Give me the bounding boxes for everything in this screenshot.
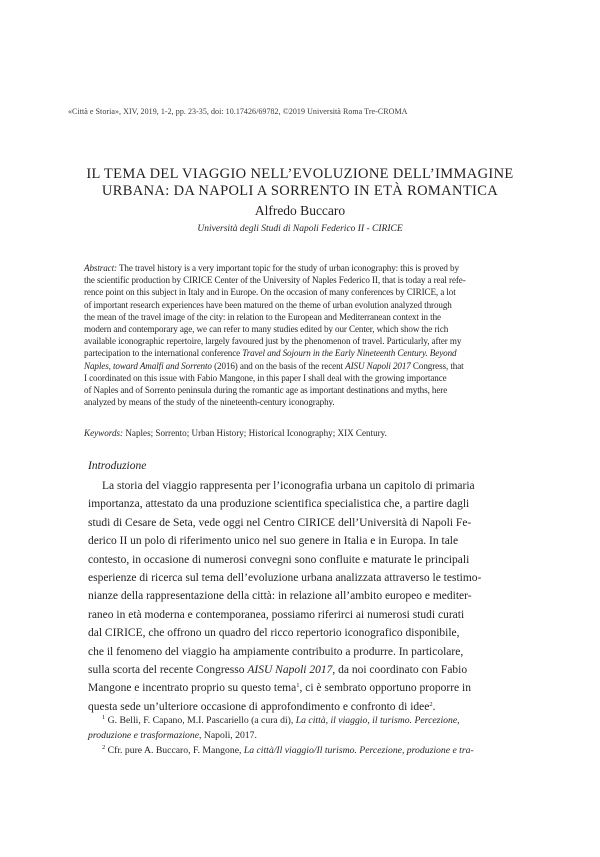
introduction-body: [88, 477, 514, 716]
footnote-number: 2: [102, 744, 106, 752]
abstract-text: The travel history is a very important topic for the study of urban iconography: this is proved by: [118, 263, 459, 273]
footnote-number: 1: [102, 714, 106, 721]
abstract-label: Abstract:: [84, 263, 117, 273]
footnotes: [88, 713, 518, 758]
footnote-ref-2[interactable]: 2: [429, 700, 433, 708]
body-line: [88, 679, 514, 697]
abstract-text: partecipation to the international conference: [84, 348, 241, 359]
conference-title: Travel and Sojourn in the Early Nineteenth Century. Beyond: [242, 348, 457, 359]
footnote-text: G. Belli, F. Capano, M.I. Pascariello (a cura di),: [107, 715, 294, 726]
keywords: [84, 427, 516, 439]
keywords-label: Keywords:: [84, 428, 124, 438]
abstract-line: [84, 262, 516, 274]
abstract-line: of Naples and of Sorrento peninsula during the romantic age as important destinations and myths, here: [84, 385, 448, 396]
conference-title: Naples, toward Amalfi and Sorrento: [84, 360, 212, 371]
body-line: raneo in età moderna e contemporanea, possiamo riferirci ai numerosi studi curati: [88, 608, 465, 621]
body-line: derico II un polo di riferimento unico nel suo genere in Italia e in Europa. In tale: [88, 535, 459, 548]
footnote-book-title: produzione e trasformazione: [88, 730, 200, 742]
article-author: Alfredo Buccaro: [254, 203, 346, 218]
article-title: [70, 166, 530, 200]
congress-title: AISU Napoli 2017: [247, 664, 333, 677]
body-line: che il fenomeno del viaggio ha ampiamente contribuito a produrre. In particolare,: [88, 645, 464, 658]
footnote-2: [88, 743, 518, 758]
abstract-text: Congress, that: [412, 360, 464, 371]
abstract-text: (2016) and on the basis of the recent: [214, 360, 343, 371]
footnote-text: , Napoli, 2017.: [199, 730, 257, 742]
footnote-ref-1[interactable]: 1: [296, 682, 300, 690]
footnote-book-title: La città, il viaggio, il turismo. Percezione,: [295, 715, 460, 726]
footnote-1: [88, 713, 518, 728]
abstract-line: the mean of the travel image of the city: in relation to the European and Mediterranean context in the: [84, 311, 441, 322]
article-title-line-2: URBANA: DA NAPOLI A SORRENTO IN ETÀ ROMANTICA: [101, 183, 499, 199]
footnote-1-continued: [88, 728, 518, 743]
author-affiliation: Università degli Studi di Napoli Federico II - CIRICE: [197, 224, 403, 234]
abstract-line: [84, 347, 516, 359]
abstract-line: I coordinated on this issue with Fabio Mangone, in this paper I shall deal with the growing importance: [84, 372, 447, 383]
body-text: Mangone e incentrato proprio su questo tema: [88, 682, 297, 695]
abstract-line: [84, 360, 516, 372]
abstract-line: analyzed by means of the study of the nineteenth-century iconography.: [84, 397, 335, 408]
body-line: nianze della rappresentazione della città: in relazione all’ambito europeo e mediter-: [88, 590, 472, 603]
body-line: dal CIRICE, che offrono un quadro del ricco repertorio iconografico disponibile,: [88, 627, 460, 640]
body-line: esperienze di ricerca sul tema dell’evoluzione urbana analizzata attraverso le testimo-: [88, 572, 482, 585]
journal-citation-header: «Città e Storia», XIV, 2019, 1-2, pp. 23-35, doi: 10.17426/69782, ©2019 Università Roma Tre-CROMA: [68, 107, 408, 116]
abstract-line: rence point on this subject in Italy and in Europe. On the occasion of many conferences by CIRICE, a lot: [84, 287, 456, 298]
body-line: contesto, in occasione di numerosi convegni sono confluite e maturate le principali: [88, 553, 470, 566]
body-line: importanza, attestato da una produzione scientifica specialistica che, a partire dagli: [88, 498, 470, 511]
abstract-line: modern and contemporary age, we can refer to many studies edited by our Center, which show the rich: [84, 324, 449, 335]
keywords-text: Naples; Sorrento; Urban History; Historical Iconography; XIX Century.: [125, 428, 387, 438]
article-title-line-1: IL TEMA DEL VIAGGIO NELL’EVOLUZIONE DELL’IMMAGINE: [86, 166, 514, 182]
body-line: La storia del viaggio rappresenta per l’iconografia urbana un capitolo di primaria: [102, 480, 475, 492]
section-heading-introduzione: Introduzione: [88, 460, 147, 472]
footnote-book-title: La città/Il viaggio/Il turismo. Percezione, produzione e tra-: [243, 745, 474, 757]
body-text: sulla scorta del recente Congresso: [88, 664, 245, 677]
congress-title: AISU Napoli 2017: [345, 360, 411, 371]
body-text: .: [432, 700, 436, 713]
abstract-line: available iconographic repertoire, largely favoured just by the phenomenon of travel. Particularly, after my: [84, 336, 462, 347]
body-line: [88, 661, 514, 679]
footnote-text: Cfr. pure A. Buccaro, F. Mangone,: [107, 745, 242, 757]
abstract: [84, 262, 516, 408]
abstract-line: the scientific production by CIRICE Center of the University of Naples Federico II, that is today a real refe-: [84, 275, 466, 286]
body-text: questa sede un’ulteriore occasione di approfondimento e confronto di idee: [88, 700, 430, 713]
body-text: , ci è sembrato opportuno proporre in: [299, 682, 471, 695]
body-line: studi di Cesare de Seta, vede oggi nel Centro CIRICE dell’Università di Napoli Fe-: [88, 516, 472, 529]
body-text: , da noi coordinato con Fabio: [332, 664, 468, 677]
abstract-line: of important research experiences have been matured on the theme of urban evolution analyzed through: [84, 299, 452, 310]
